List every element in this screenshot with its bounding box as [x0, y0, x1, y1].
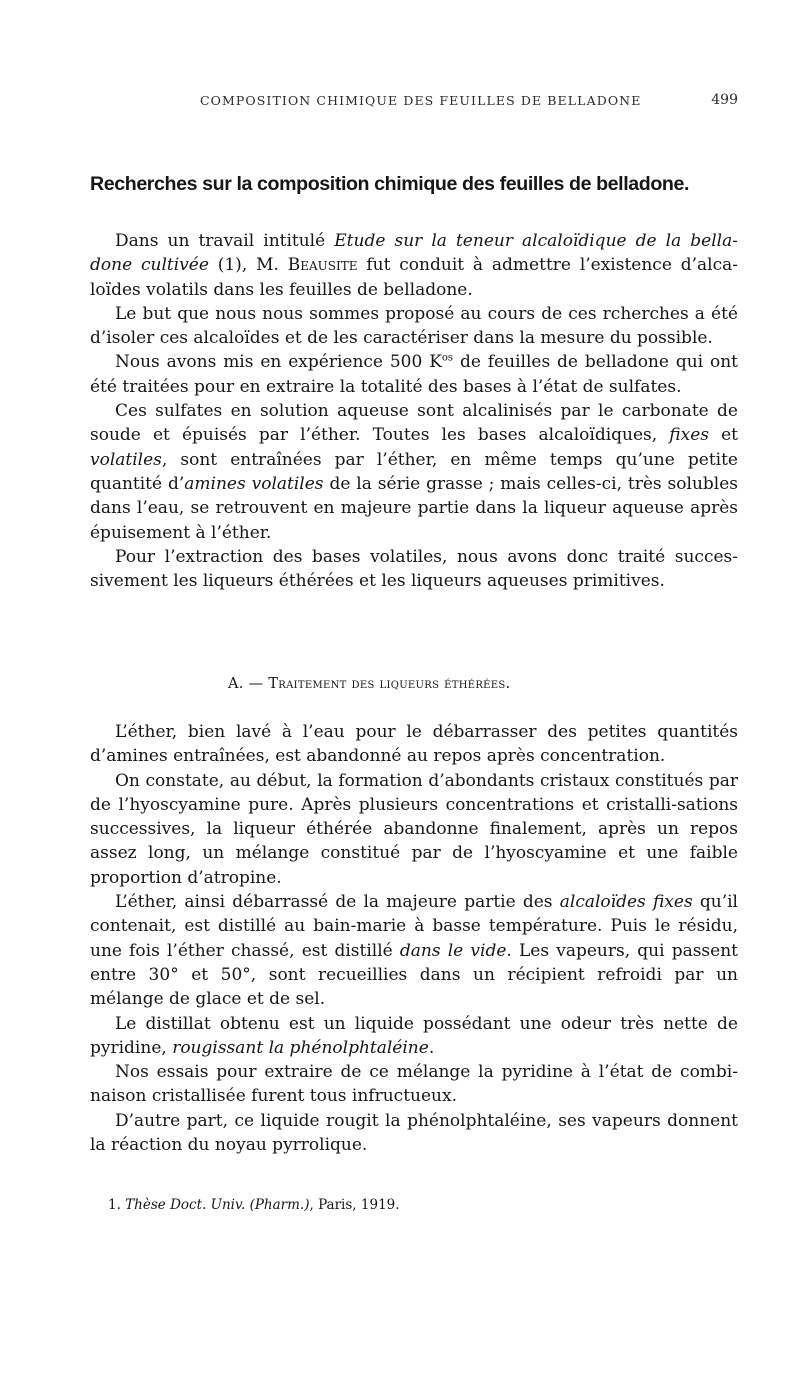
section-heading: A. — Traitement des liqueurs éthérées.: [228, 676, 511, 692]
intro-paragraph-5: Pour l’extraction des bases volatiles, nous avons donc traité succes-sivement les liqueurs éthérées et les liqueurs aqueuses primitives.: [90, 546, 738, 592]
section-paragraph-2: On constate, au début, la formation d’abondants cristaux constitués par de l’hyoscyamine pure. Après plusieurs concentrations et cristalli-sations successives, la liqueur éthérée abandonne finalement, après un repos assez long, un mélange constitué par de l’hyoscyamine et une faible proportion d’atropine.: [90, 770, 738, 888]
footnote-ref: (1): [217, 255, 242, 276]
intro-paragraph-1: Dans un travail intitulé Etude sur la teneur alcaloïdique de la bella-done cultivée (1), M. Beausite fut conduit à admettre l’existence d’alca-loïdes volatils dans les feuilles de belladone.: [90, 231, 738, 300]
section-text: [90, 720, 738, 1157]
section-paragraph-5: Nos essais pour extraire de ce mélange la pyridine à l’état de combi-naison cristallisée furent tous infructueux.: [90, 1062, 738, 1107]
author-name: Beausite: [287, 255, 358, 276]
section-paragraph-3: L’éther, ainsi débarrassé de la majeure partie des alcaloïdes fixes qu’il contenait, est distillé au bain-marie à basse température. Puis le résidu, une fois l’éther chassé, est distillé dans le vide. Les vapeurs, qui passent entre 30° et 50°, sont recueillies dans un récipient refroidi par un mélange de glace et de sel.: [90, 892, 739, 1010]
running-head: COMPOSITION CHIMIQUE DES FEUILLES DE BELLADONE: [200, 93, 642, 108]
intro-text: [90, 229, 738, 593]
intro-paragraph-4: Ces sulfates en solution aqueuse sont alcalinisés par le carbonate de soude et épuisés par l’éther. Toutes les bases alcaloïdiques, fixes et volatiles, sont entraînées par l’éther, en même temps qu’une petite quantité d’amines volatiles de la série grasse ; mais celles-ci, très solubles dans l’eau, se retrouvent en majeure partie dans la liqueur aqueuse après épuisement à l’éther.: [90, 401, 739, 543]
cited-work-title: Etude sur la teneur alcaloïdique de la bella-done cultivée: [90, 231, 738, 276]
section-paragraph-1: L’éther, bien lavé à l’eau pour le débarrasser des petites quantités d’amines entraînées, est abandonné au repos après concentration.: [90, 722, 738, 767]
page-number: 499: [711, 92, 738, 108]
intro-paragraph-3: Nous avons mis en expérience 500 $K^{os}$ de feuilles de belladone qui ont été traitées pour en extraire la totalité des bases à l’état de sulfates.: [90, 352, 738, 397]
section-paragraph-6: D’autre part, ce liquide rougit la phénolphtaléine, ses vapeurs donnent la réaction du noyau pyrrolique.: [90, 1110, 738, 1156]
intro-paragraph-2: Le but que nous nous sommes proposé au cours de ces rcherches a été d’isoler ces alcaloïdes et de les caractériser dans la mesure du possible.: [90, 303, 738, 349]
section-paragraph-4: Le distillat obtenu est un liquide possédant une odeur très nette de pyridine, rougissant la phénolphtaléine.: [90, 1013, 738, 1058]
footnote: 1. Thèse Doct. Univ. (Pharm.), Paris, 1919.: [108, 1197, 400, 1213]
article-title: Recherches sur la composition chimique des feuilles de belladone.: [90, 173, 690, 195]
